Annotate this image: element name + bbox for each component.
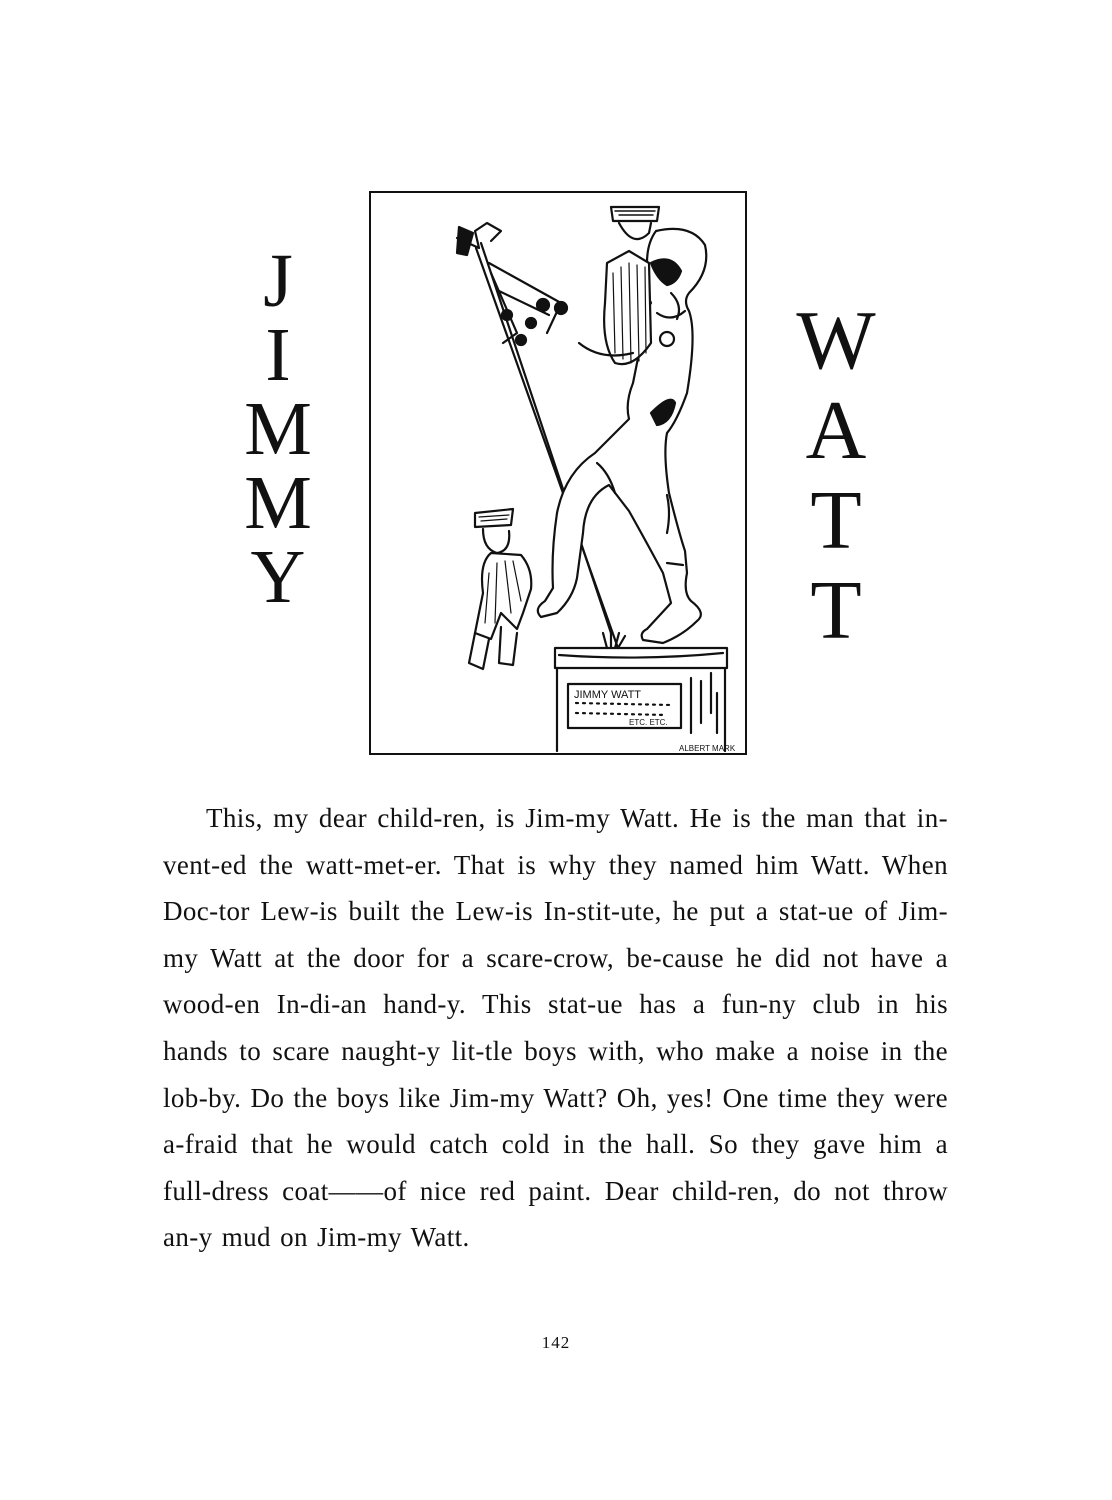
- body-paragraph: This, my dear child-ren, is Jim-my Watt. He is the man that in-vent-ed the watt-met-er. That is why they named him Watt. When Doc-tor Lew-is built the Lew-is In-stit-ute, he put a stat-ue of Jim-my Watt at the door for a scare-crow, be-cause he did not have a wood-en In-di-an hand-y. This stat-ue has a fun-ny club in his hands to scare naught-y lit-tle boys with, who make a noise in the lob-by. Do the boys like Jim-my Watt? Oh, yes! One time they were a-fraid that he would catch cold in the hall. So they gave him a full-dress coat——of nice red paint. Dear child-ren, do not throw an-y mud on Jim-my Watt.: [163, 803, 948, 1253]
- title-letter: Y: [250, 535, 306, 619]
- title-letter: I: [265, 313, 291, 397]
- vertical-title-jimmy: [228, 239, 328, 619]
- title-letter: W: [796, 294, 876, 387]
- title-letter: A: [805, 384, 867, 477]
- title-letter: J: [263, 239, 293, 323]
- plinth-sublabel: ETC. ETC.: [629, 718, 668, 727]
- artist-signature: ALBERT MARK: [679, 744, 736, 753]
- title-letter: M: [244, 387, 312, 471]
- vertical-title-watt: [786, 296, 886, 656]
- statue-illustration: [369, 191, 747, 755]
- title-letter: M: [244, 461, 312, 545]
- page-number: 142: [541, 1333, 571, 1352]
- plinth-label: JIMMY WATT: [574, 689, 642, 701]
- statue-drawing: [371, 193, 745, 753]
- title-letter: T: [810, 564, 862, 657]
- title-letter: T: [810, 474, 862, 567]
